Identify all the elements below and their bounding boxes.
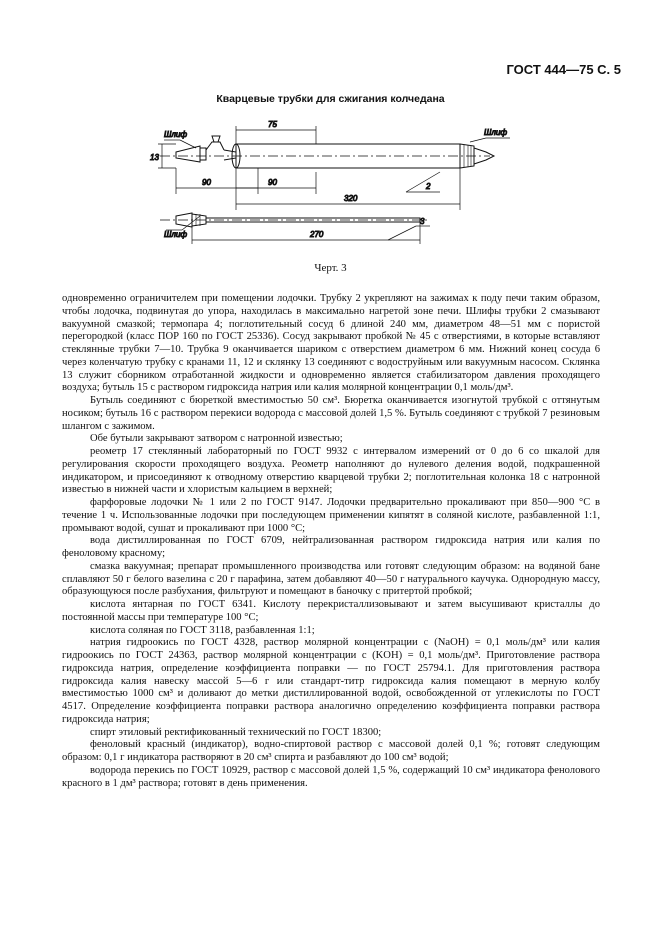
dim-320: 320 (344, 194, 358, 203)
tube-3 (160, 213, 430, 227)
figure-title: Кварцевые трубки для сжигания колчедана (216, 93, 445, 105)
paragraph: Обе бутыли закрывают затвором с натронной известью; (90, 433, 343, 445)
paragraph: кислота соляная по ГОСТ 3118, разбавленная 1:1; (90, 624, 315, 636)
paragraph: одновременно ограничителем при помещении лодочки. Трубку 2 укрепляют на зажимах к поду печи таким образом, чтобы лодочка, подвинутая до упора, находилась в максимально нагретой зоне печи. Шлифы трубки 2 смазывают вакуумной смазкой; термопара 4; поглотительный сосуд 6 длиной 240 мм, диаметром 48—51 мм с пористой перегородкой (класс ПОР 160 по ГОСТ 25336). Сосуд закрывают пробкой № 45 с отверстиями, в которые вставляют стеклянные трубки 7—10. Трубка 9 оканчивается шариком с отверстием диаметром 6 мм. Нижний конец сосуда 6 через коленчатую трубку с кранами 11, 12 и склянку 13 соединяют с водоструйным или вакуумным насосом. Склянка 13 служит сборником отработанной жидкости и одновременно является стабилизатором давления проходящего воздуха; бутыль 15 с раствором гидроксида натрия или калия молярной концентрации 0,1 моль/дм³. (62, 293, 600, 394)
paragraph: Бутыль соединяют с бюреткой вместимостью 50 см³. Бюретка оканчивается изогнутой трубкой с оттянутым носиком; бутыль 16 с раствором перекиси водорода с массовой долей 1,5 %. Бутыль соединяют с трубкой 7 резиновым шлангом с зажимом. (62, 395, 600, 432)
paragraph: спирт этиловый ректификованный технический по ГОСТ 18300; (90, 726, 382, 738)
paragraph: натрия гидроокись по ГОСТ 4328, раствор молярной концентрации c (NaOH) = 0,1 моль/дм³ или калия гидроокись по ГОСТ 24363, раствор молярной концентрации c (KOH) = 0,1 моль/дм³. Приготовление раствора гидроксида натрия, определение коэффициента поправки — по ГОСТ 25794.1. Для приготовления раствора гидроксида калия навеску массой 5—6 г или стандарт-титр гидроксида калия помещают в мерную колбу вместимостью 1000 см³ и доливают до метки дистиллированной водой, освобожденной от углекислоты по ГОСТ 4517. Определение коэффициента поправки раствора аналогично определению коэффициента поправки раствора гидроксида натрия; (62, 637, 600, 725)
label-shlif-right: Шлиф (484, 128, 508, 137)
paragraph: водорода перекись по ГОСТ 10929, раствор с массовой долей 1,5 %, содержащий 10 см³ индикатора фенолового красного в 1 дм³ раствора; готовят в день применения. (62, 764, 600, 789)
tube-2 (160, 136, 494, 168)
paragraph: феноловый красный (индикатор), водно-спиртовой раствор с массовой долей 0,1 %; готовят следующим образом: 0,1 г индикатора растворяют в 20 см³ спирта и разбавляют до 100 см³ водой; (62, 739, 600, 763)
paragraph: реометр 17 стеклянный лабораторный по ГОСТ 9932 с интервалом измерений от 0 до 6 со шкалой для регулирования скорости проходящего воздуха. Реометр наполняют до нулевого деления водой, подкрашенной индикатором, и присоединяют к отводному отверстию кварцевой трубки 2; поглотительная колонка 18 с натронной известью в нижней части и хлористым кальцием в верхней; (62, 446, 600, 496)
paragraph: вода дистиллированная по ГОСТ 6709, нейтрализованная раствором гидроксида натрия или калия по феноловому красному; (62, 535, 600, 559)
paragraph: смазка вакуумная; препарат промышленного производства или готовят следующим образом: на водяной бане сплавляют 50 г белого вазелина с 20 г парафина, затем добавляют 40—50 г натурального каучука. Однородную массу, образующуюся после разбухания, фильтруют и помещают в баночку с притертой пробкой; (62, 560, 600, 598)
page-header: ГОСТ 444—75 С. 5 (506, 62, 621, 77)
position-3: 3 (420, 217, 425, 226)
body-text (62, 293, 600, 790)
dim-90-a: 90 (202, 178, 211, 187)
dim-90-b: 90 (268, 178, 277, 187)
dim-13: 13 (150, 153, 159, 162)
position-2: 2 (426, 182, 431, 191)
paragraph: фарфоровые лодочки № 1 или 2 по ГОСТ 9147. Лодочки предварительно прокаливают при 850—900 °С в течение 1 ч. Использованные лодочки при последующем применении кипятят в соляной кислоте, разбавленной 1:1, промывают водой, сушат и прокаливают при 1000 °С; (62, 497, 600, 534)
quartz-tube-drawing (140, 112, 540, 252)
dim-75: 75 (268, 120, 277, 129)
paragraph: кислота янтарная по ГОСТ 6341. Кислоту перекристаллизовывают и затем высушивают кристаллы до постоянной массы при температуре 100 °С; (62, 599, 600, 623)
dim-270: 270 (310, 230, 324, 239)
figure-caption: Черт. 3 (314, 262, 347, 274)
label-shlif-bottom: Шлиф (164, 230, 188, 239)
label-shlif-left: Шлиф (164, 130, 188, 139)
